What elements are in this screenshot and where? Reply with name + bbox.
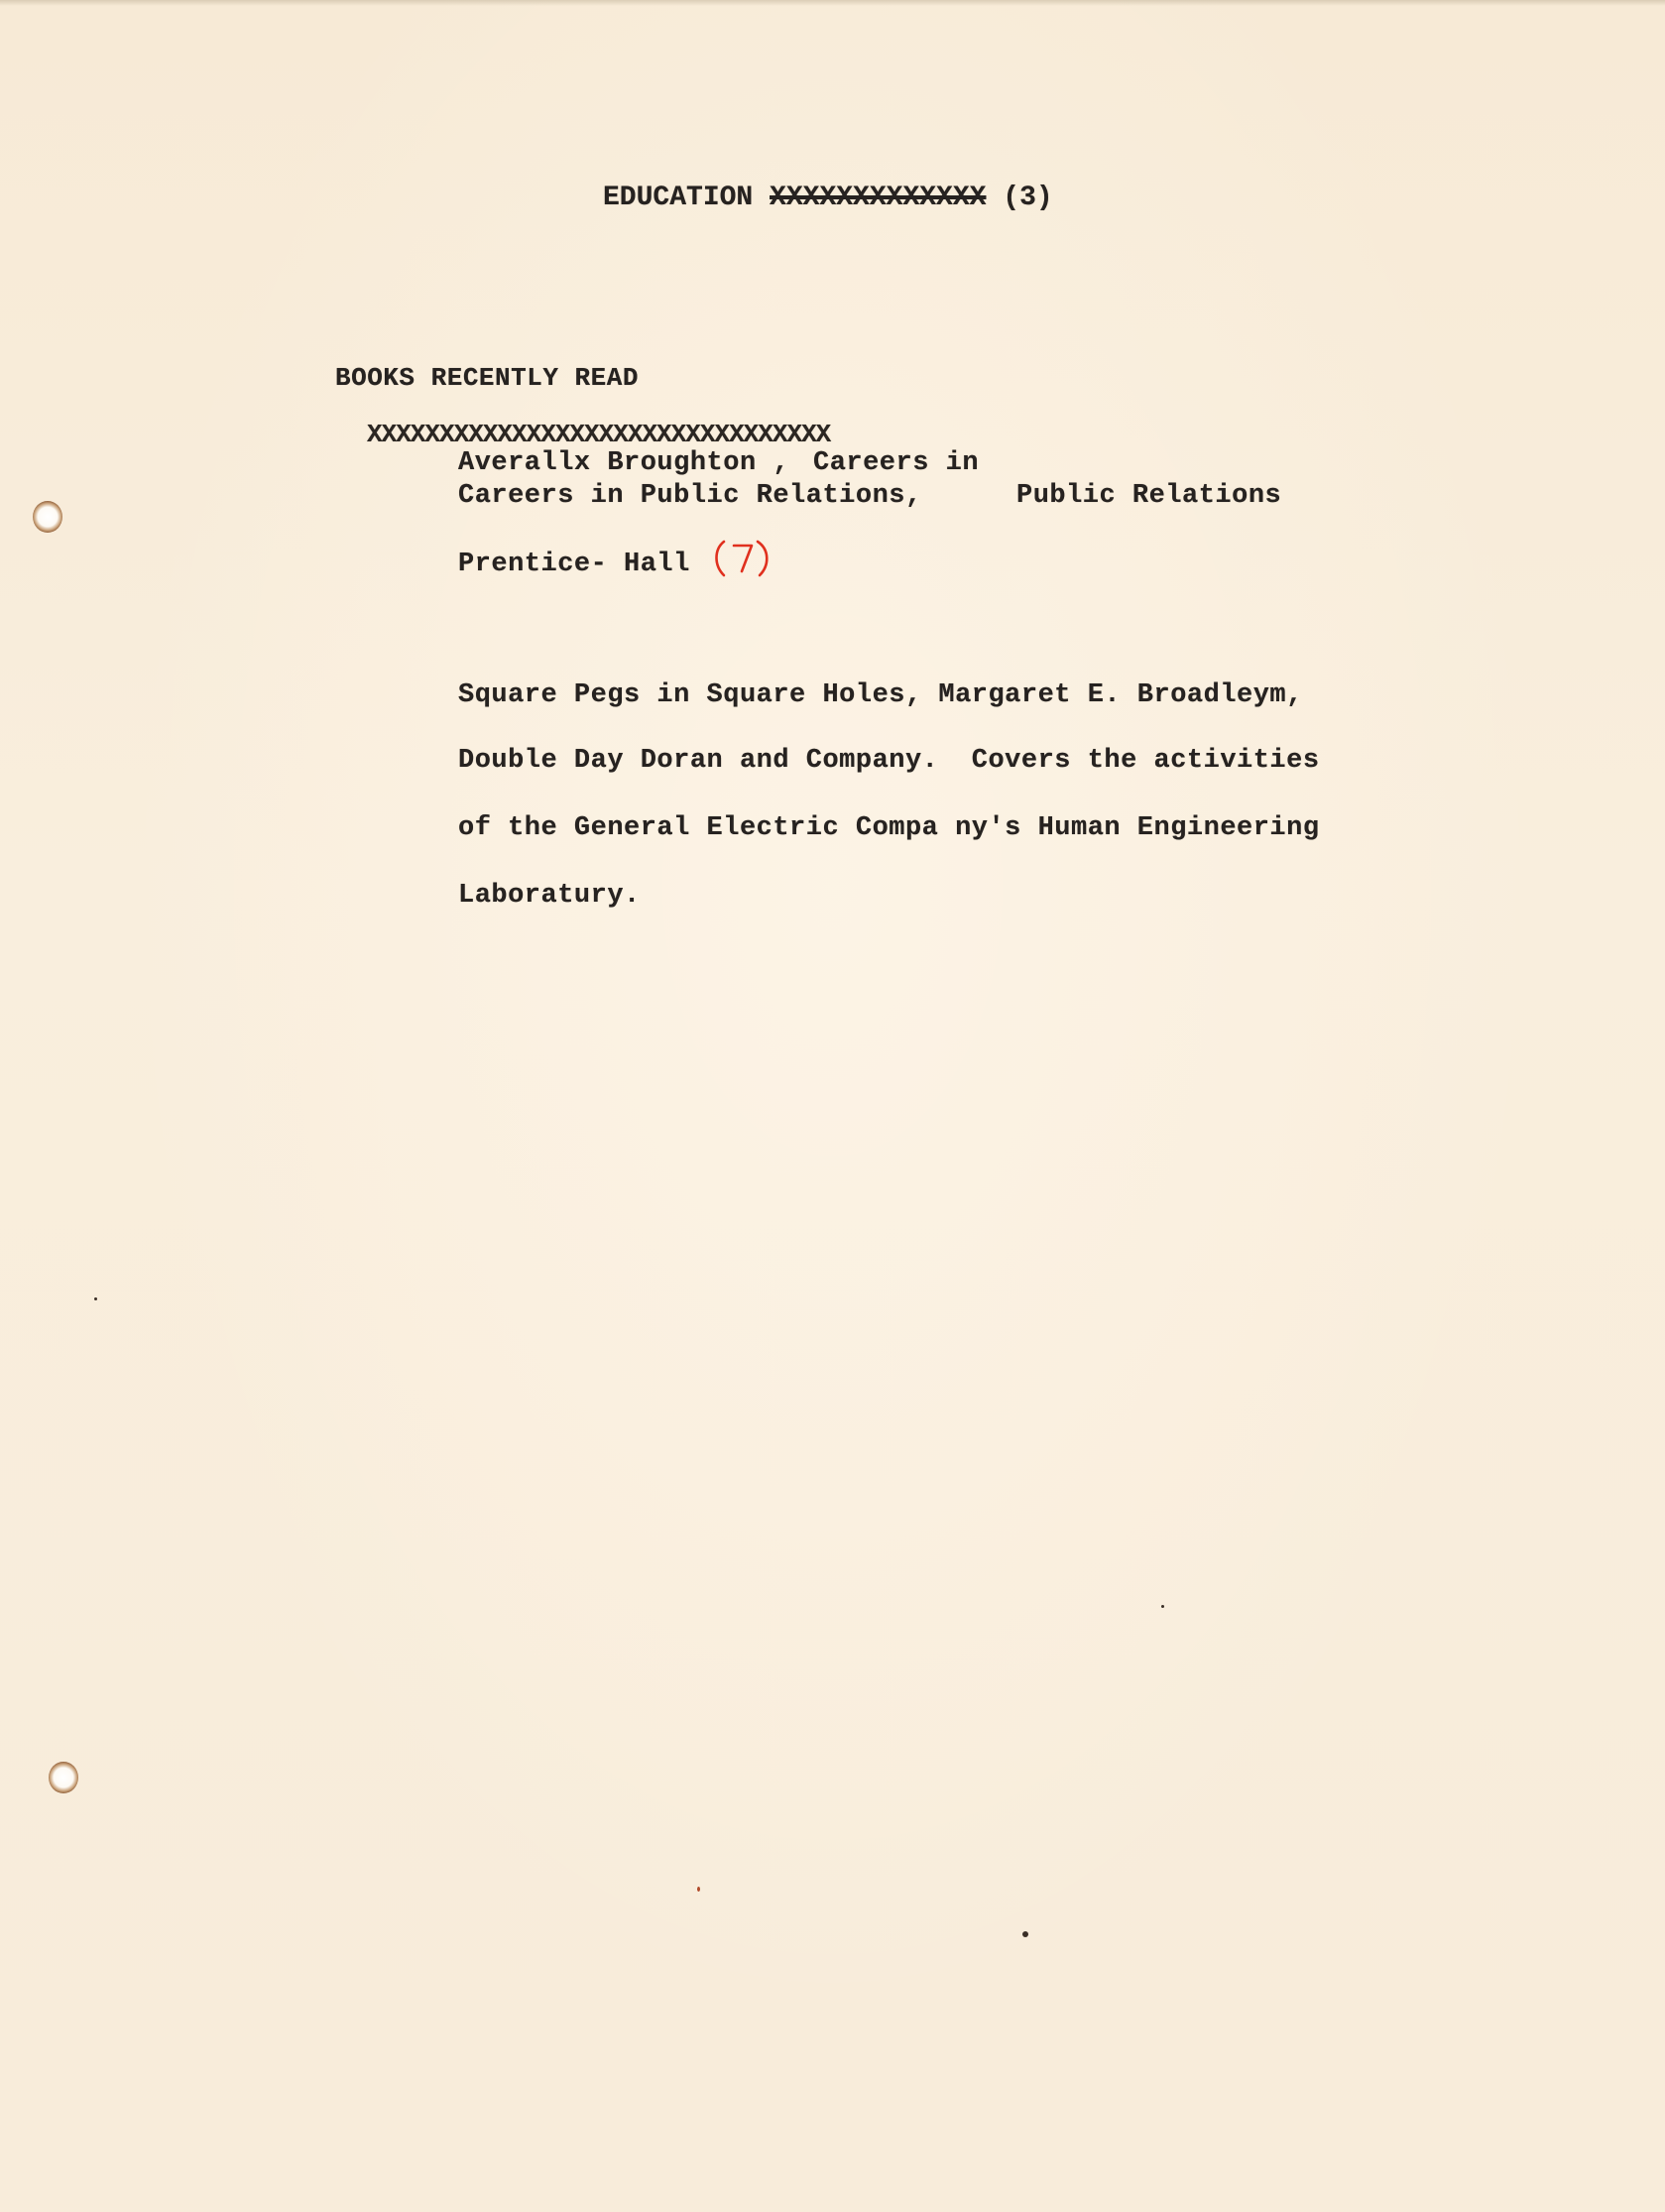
punch-hole-icon (33, 501, 62, 533)
book1-publisher: Prentice- Hall (458, 550, 690, 579)
book2-line-3: of the General Electric Compa ny's Human Engineering (458, 813, 1320, 843)
punch-hole-icon (49, 1762, 78, 1793)
book1-title-fragment: Careers in (813, 448, 980, 478)
paper-speck (94, 1297, 97, 1300)
book1-title: Careers in Public Relations, (458, 481, 922, 511)
book2-line-4: Laboratury. (458, 881, 641, 911)
book2-line-2: Double Day Doran and Company. Covers the activities (458, 746, 1320, 776)
paper-top-edge (0, 0, 1665, 6)
book1-title-continued: Public Relations (1016, 481, 1282, 511)
section-title: BOOKS RECENTLY READ (335, 363, 639, 393)
paper-speck (1161, 1605, 1164, 1608)
heading-title: EDUCATION (603, 183, 771, 213)
book1-author: Averallx Broughton , (458, 448, 790, 478)
paper-speck (697, 1887, 700, 1892)
book2-line-1: Square Pegs in Square Holes, Margaret E. Broadleym, (458, 680, 1303, 710)
heading-struck-text: XXXXXXXXXXXXX (770, 183, 987, 213)
crossed-out-line: XXXXXXXXXXXXXXXXXXXXXXXXXXXXXXXX (367, 420, 831, 449)
page-heading (603, 183, 1053, 213)
red-pencil-number-mark-icon (710, 536, 773, 581)
paper-speck (1022, 1931, 1028, 1937)
page-number: (3) (986, 183, 1053, 213)
